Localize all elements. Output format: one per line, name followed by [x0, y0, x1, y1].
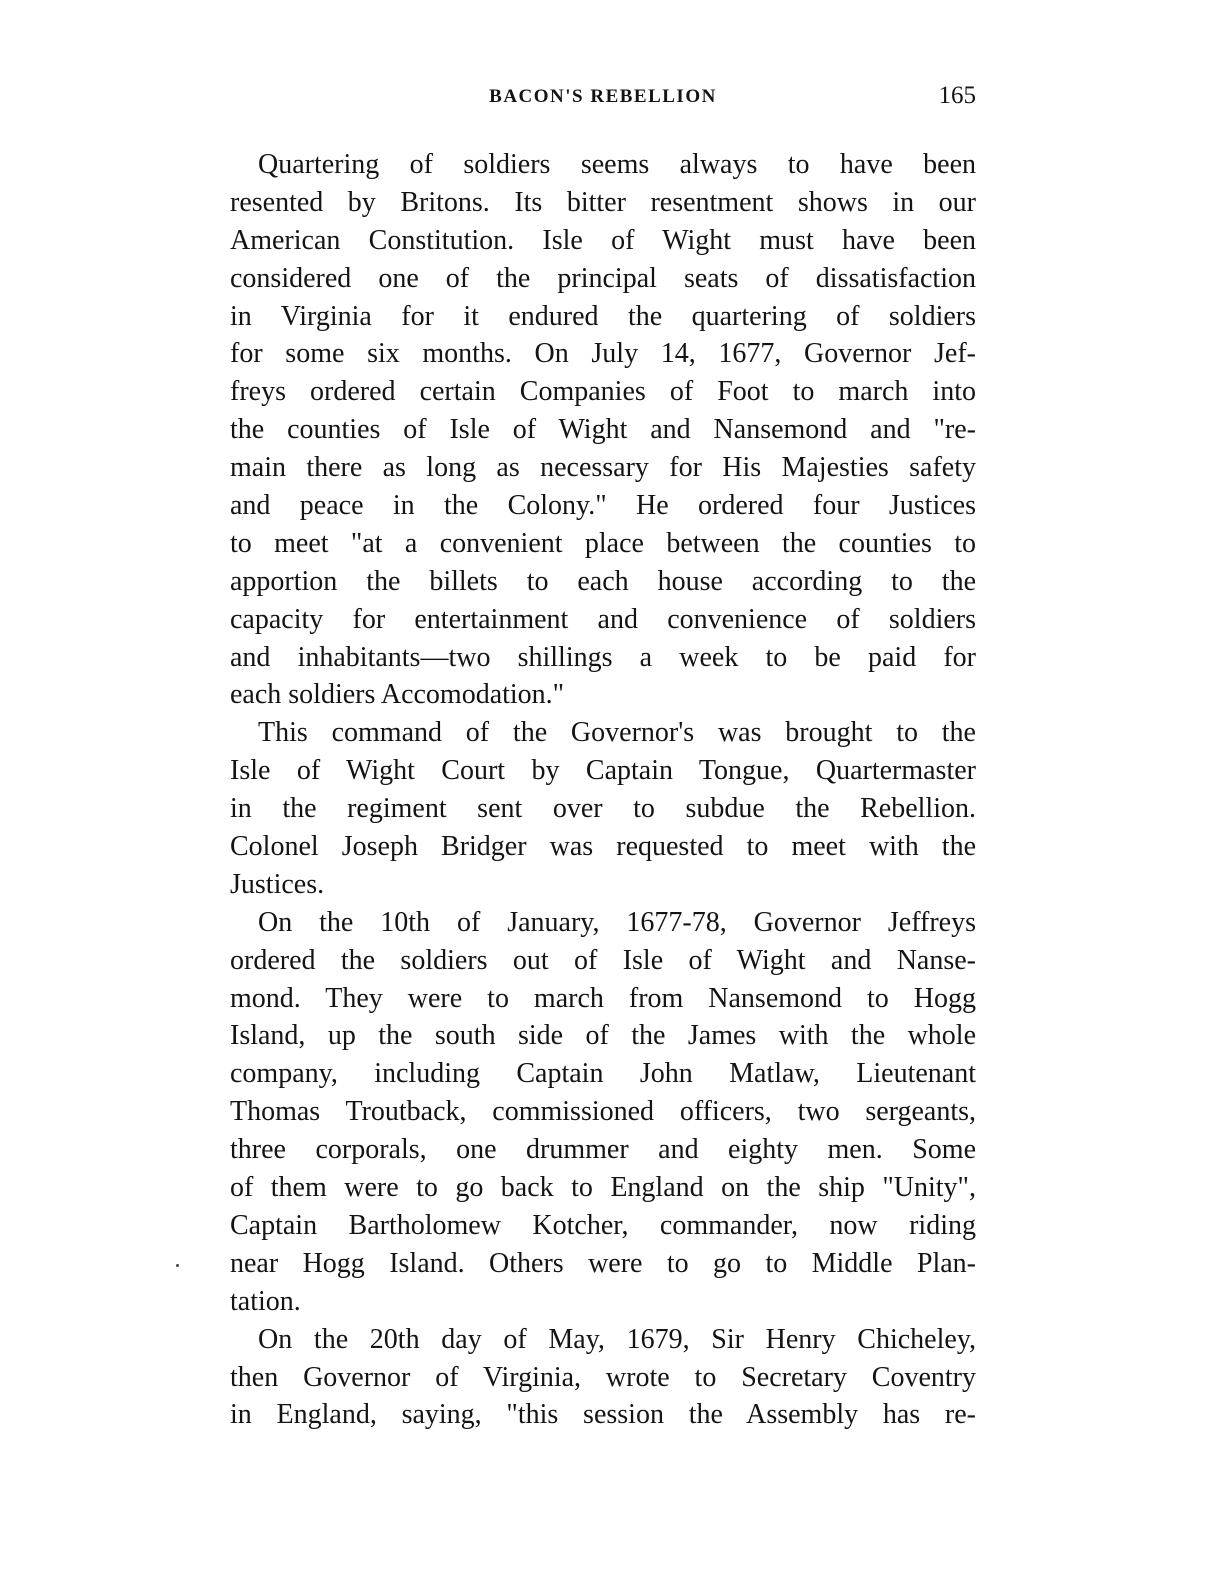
margin-mark [176, 1264, 179, 1267]
text-line: Isle of Wight Court by Captain Tongue, Quartermaster [230, 755, 976, 787]
paragraph-command [230, 714, 976, 903]
text-line: each soldiers Accomodation." [230, 679, 565, 711]
text-line: then Governor of Virginia, wrote to Secretary Coventry [230, 1361, 976, 1393]
text-line: Quartering of soldiers seems always to have been [258, 149, 976, 180]
text-line: On the 10th of January, 1677-78, Governor Jeffreys [258, 906, 976, 938]
text-line: This command of the Governor's was brought to the [258, 717, 976, 749]
text-line: mond. They were to march from Nansemond to Hogg [230, 982, 976, 1014]
running-title: BACON'S REBELLION [489, 86, 717, 107]
running-head [230, 82, 976, 114]
text-line: and peace in the Colony." He ordered four Justices [230, 490, 976, 522]
text-line: Captain Bartholomew Kotcher, commander, now riding [230, 1209, 976, 1241]
paragraph-may [230, 1321, 976, 1435]
text-line: in Virginia for it endured the quartering of soldiers [230, 300, 976, 332]
text-line: Justices. [230, 868, 325, 900]
text-line: tation. [230, 1285, 301, 1317]
text-line: to meet "at a convenient place between the counties to [230, 527, 976, 559]
text-line: freys ordered certain Companies of Foot to march into [230, 376, 976, 408]
text-line: main there as long as necessary for His Majesties safety [230, 452, 976, 484]
text-line: On the 20th day of May, 1679, Sir Henry Chicheley, [258, 1323, 976, 1355]
text-line: the counties of Isle of Wight and Nansemond and "re- [230, 414, 976, 446]
text-line: resented by Britons. Its bitter resentment shows in our [230, 186, 976, 218]
paragraph-quartering [230, 146, 976, 714]
text-line: ordered the soldiers out of Isle of Wight and Nanse- [230, 944, 976, 976]
text-line: for some six months. On July 14, 1677, Governor Jef- [230, 338, 976, 370]
text-line: apportion the billets to each house according to the [230, 565, 976, 597]
text-line: company, including Captain John Matlaw, Lieutenant [230, 1058, 976, 1090]
text-line: Colonel Joseph Bridger was requested to meet with the [230, 831, 976, 863]
paragraph-january [230, 904, 976, 1321]
text-line: American Constitution. Isle of Wight must have been [230, 224, 976, 256]
text-line: three corporals, one drummer and eighty men. Some [230, 1134, 976, 1166]
text-line: Thomas Troutback, commissioned officers, two sergeants, [230, 1096, 976, 1128]
text-line: near Hogg Island. Others were to go to Middle Plan- [230, 1247, 976, 1279]
text-line: of them were to go back to England on the ship "Unity", [230, 1172, 976, 1204]
text-line: considered one of the principal seats of dissatisfaction [230, 262, 976, 294]
text-line: capacity for entertainment and convenience of soldiers [230, 603, 976, 635]
body-text [230, 146, 976, 1434]
text-line: and inhabitants—two shillings a week to be paid for [230, 641, 976, 673]
text-line: in the regiment sent over to subdue the Rebellion. [230, 793, 976, 825]
text-line: Island, up the south side of the James with the whole [230, 1020, 976, 1052]
page-number: 165 [938, 82, 976, 109]
text-line: in England, saying, "this session the Assembly has re- [230, 1399, 976, 1431]
